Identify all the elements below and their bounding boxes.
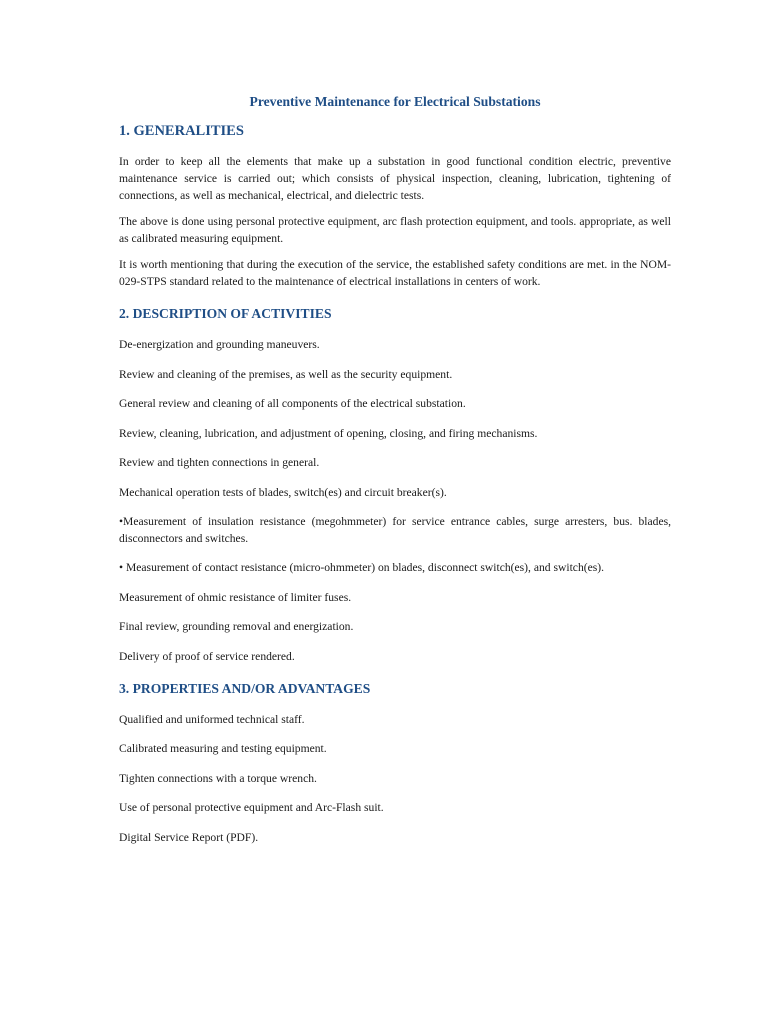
- document-page: [119, 94, 671, 858]
- advantage-item: Use of personal protective equipment and Arc-Flash suit.: [119, 801, 384, 814]
- activity-item: Review and cleaning of the premises, as well as the security equipment.: [119, 367, 453, 381]
- advantage-item: Tighten connections with a torque wrench.: [119, 771, 317, 785]
- generalities-paragraph-3: It is worth mentioning that during the execution of the service, the established safety conditions are met. in the NOM-029-STPS standard related to the maintenance of electrical installations in centers of work.: [119, 258, 671, 288]
- generalities-paragraph-1: In order to keep all the elements that make up a substation in good functional condition electric, preventive maintenance service is carried out; which consists of physical inspection, cleaning, lubrication, tightening of connections, as well as mechanical, electrical, and dielectric tests.: [119, 155, 671, 202]
- section-heading-advantages: 3. PROPERTIES AND/OR ADVANTAGES: [119, 680, 371, 696]
- document-title: Preventive Maintenance for Electrical Substations: [249, 94, 541, 109]
- activity-item: Final review, grounding removal and energization.: [119, 620, 354, 633]
- activity-item: Delivery of proof of service rendered.: [119, 649, 295, 663]
- activity-item: Mechanical operation tests of blades, switch(es) and circuit breaker(s).: [119, 485, 447, 499]
- activity-item: • Measurement of contact resistance (micro-ohmmeter) on blades, disconnect switch(es), and switch(es).: [119, 561, 605, 574]
- advantage-item: Digital Service Report (PDF).: [119, 830, 259, 844]
- activity-item: General review and cleaning of all components of the electrical substation.: [119, 397, 466, 410]
- advantage-item: Calibrated measuring and testing equipment.: [119, 742, 327, 755]
- section-heading-generalities: 1. GENERALITIES: [119, 123, 244, 139]
- generalities-paragraph-2: The above is done using personal protective equipment, arc flash protection equipment, and tools. appropriate, as well as calibrated measuring equipment.: [119, 215, 671, 245]
- activity-item: Review, cleaning, lubrication, and adjustment of opening, closing, and firing mechanisms.: [119, 426, 538, 440]
- section-heading-activities: 2. DESCRIPTION OF ACTIVITIES: [119, 306, 332, 321]
- advantage-item: Qualified and uniformed technical staff.: [119, 712, 305, 726]
- activity-item: De-energization and grounding maneuvers.: [119, 338, 320, 351]
- activity-item: Measurement of ohmic resistance of limiter fuses.: [119, 590, 352, 604]
- activity-item: •Measurement of insulation resistance (megohmmeter) for service entrance cables, surge arresters, bus. blades, disconnectors and switches.: [119, 515, 671, 545]
- activity-item: Review and tighten connections in general.: [119, 456, 320, 469]
